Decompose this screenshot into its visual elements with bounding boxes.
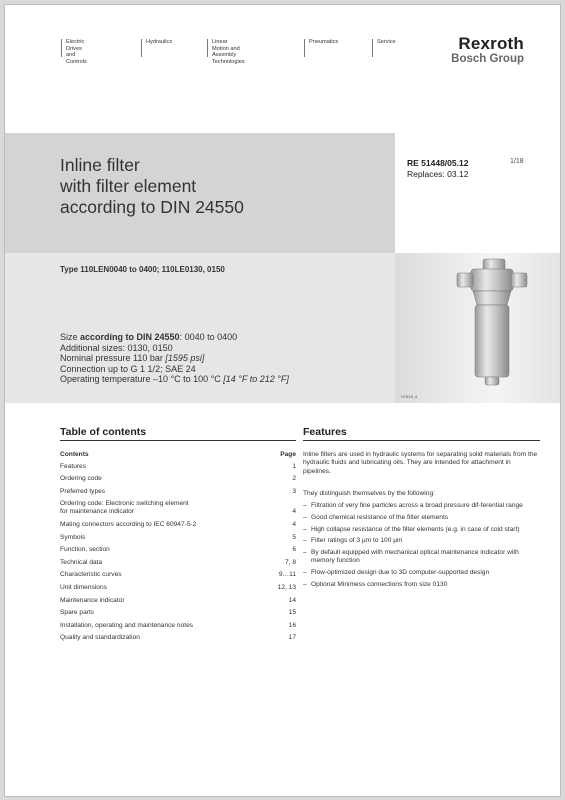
connection-line: Connection up to G 1 1/2; SAE 24 bbox=[60, 363, 196, 374]
features-heading: Features bbox=[303, 426, 540, 441]
toc-row-page: 1 bbox=[292, 462, 296, 470]
toc-row-page: 7, 8 bbox=[285, 558, 296, 566]
toc-row[interactable] bbox=[60, 500, 296, 516]
replaces-note: Replaces: 03.12 bbox=[407, 169, 469, 179]
toc-row[interactable] bbox=[60, 634, 296, 642]
toc-row-label: Mating connectors according to IEC 60947-5-2 bbox=[60, 520, 197, 528]
nav-pneumatics[interactable]: Pneumatics bbox=[304, 39, 338, 57]
feature-item: – High collapse resistance of the filter elements (e.g. in case of cold start) bbox=[303, 526, 540, 534]
toc-row-label: Maintenance indicator bbox=[60, 596, 125, 604]
feature-item: – Flow-optimized design due to 3D computer-supported design bbox=[303, 569, 540, 577]
toc-row[interactable] bbox=[60, 463, 296, 471]
toc-row-page: 14 bbox=[288, 596, 296, 604]
toc-row[interactable] bbox=[60, 521, 296, 529]
toc-row-page: 3 bbox=[292, 487, 296, 495]
toc-row-label: Characteristic curves bbox=[60, 571, 122, 579]
title-band bbox=[5, 133, 395, 253]
toc-row-label: Unit dimensions bbox=[60, 583, 107, 591]
toc-row-label: Spare parts bbox=[60, 609, 95, 617]
logo-group: Bosch Group bbox=[451, 53, 524, 65]
features-intro: Inline filters are used in hydraulic systems for separating solid materials from the hydraulic fluids and lubricating oils. They are intended for attachment in pipelines. bbox=[303, 451, 538, 475]
toc-row-label: Installation, operating and maintenance notes bbox=[60, 621, 194, 629]
toc-heading: Table of contents bbox=[60, 426, 296, 441]
toc-row-label: Quality and standardization bbox=[60, 634, 140, 642]
toc-row-label: Function, section bbox=[60, 546, 110, 554]
feature-item: – Filter ratings of 3 µm to 100 µm bbox=[303, 537, 540, 545]
toc-header-row: Contents Page bbox=[60, 451, 296, 458]
document-page bbox=[4, 4, 561, 797]
product-image bbox=[395, 253, 560, 403]
image-caption: H7619_d bbox=[401, 394, 418, 399]
nav-service[interactable]: Service bbox=[372, 39, 396, 57]
toc-row[interactable] bbox=[60, 534, 296, 542]
toc-row-page: 16 bbox=[288, 621, 296, 629]
additional-sizes-line: Additional sizes: 0130, 0150 bbox=[60, 342, 173, 353]
type-designation: Type 110LEN0040 to 0400; 110LE0130, 0150 bbox=[60, 265, 225, 274]
feature-item: – Good chemical resistance of the filter elements bbox=[303, 514, 540, 522]
toc-row-label: Technical data bbox=[60, 558, 103, 566]
toc-row[interactable] bbox=[60, 584, 296, 592]
toc-row-label: Preferred types bbox=[60, 487, 106, 495]
toc-row[interactable] bbox=[60, 622, 296, 630]
toc-row[interactable] bbox=[60, 597, 296, 605]
toc-row-page: 6 bbox=[292, 546, 296, 554]
doc-number: RE 51448/05.12 bbox=[407, 158, 469, 168]
feature-item: – Filtration of very fine particles across a broad pressure dif-ferential range bbox=[303, 502, 540, 510]
document-reference bbox=[407, 158, 468, 180]
toc-row-page: 12, 13 bbox=[277, 583, 296, 591]
toc-row[interactable] bbox=[60, 609, 296, 617]
toc-row-page: 5 bbox=[292, 533, 296, 541]
toc-row-page: 4 bbox=[292, 508, 296, 516]
toc-row[interactable] bbox=[60, 488, 296, 496]
size-line: Size according to DIN 24550: 0040 to 0400 bbox=[60, 332, 238, 342]
rexroth-logo bbox=[451, 35, 524, 65]
nav-linear-motion[interactable]: Linear Motion and Assembly Technologies bbox=[207, 39, 245, 57]
toc-row-page: 4 bbox=[292, 520, 296, 528]
spec-summary bbox=[60, 332, 289, 385]
pressure-line: Nominal pressure 110 bar [1595 psi] bbox=[60, 353, 205, 363]
toc-row[interactable] bbox=[60, 559, 296, 567]
type-band bbox=[5, 253, 395, 403]
toc-row-page: 2 bbox=[292, 475, 296, 483]
inline-filter-illustration bbox=[395, 253, 560, 403]
feature-item: – By default equipped with mechanical optical maintenance indicator with memory function bbox=[303, 549, 540, 566]
features-section bbox=[303, 451, 540, 592]
toc-row-page: 17 bbox=[288, 634, 296, 642]
table-of-contents bbox=[60, 451, 296, 647]
toc-row-label: Features bbox=[60, 462, 87, 470]
toc-row[interactable] bbox=[60, 546, 296, 554]
nav-electric-drives[interactable]: Electric Drives and Controls bbox=[61, 39, 87, 57]
toc-row-page: 9…11 bbox=[278, 571, 296, 579]
logo-brand: Rexroth bbox=[458, 34, 524, 53]
feature-item: – Optional Minimess connections from size 0130 bbox=[303, 581, 540, 589]
toc-row-label: Ordering code: Electronic switching element for maintenance indicator bbox=[60, 500, 189, 516]
page-number: 1/18 bbox=[510, 158, 524, 165]
features-list bbox=[303, 502, 540, 589]
toc-row-label: Symbols bbox=[60, 533, 86, 541]
temperature-line: Operating temperature –10 °C to 100 °C [14 °F to 212 °F] bbox=[60, 374, 289, 384]
features-lead: They distinguish themselves by the following: bbox=[303, 489, 435, 497]
toc-row-page: 15 bbox=[288, 609, 296, 617]
toc-row[interactable] bbox=[60, 475, 296, 483]
nav-hydraulics[interactable]: Hydraulics bbox=[141, 39, 172, 57]
document-title: Inline filter with filter element according to DIN 24550 bbox=[60, 155, 244, 217]
toc-row-label: Ordering code bbox=[60, 475, 102, 483]
toc-row[interactable] bbox=[60, 571, 296, 579]
